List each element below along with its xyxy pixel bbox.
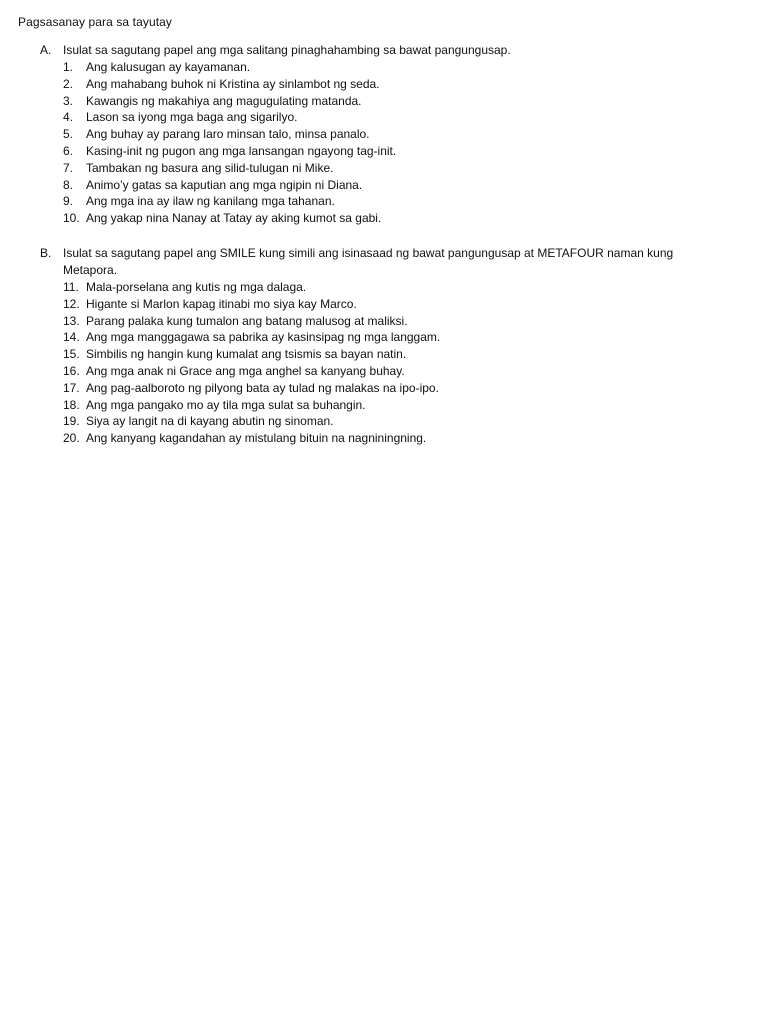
section-a-instruction-text: Isulat sa sagutang papel ang mga salitang pinaghahambing sa bawat pangungusap. [63,43,511,57]
item-text: Ang mga pangako mo ay tila mga sulat sa buhangin. [86,397,366,412]
list-item [0,126,768,143]
item-text: Kasing-init ng pugon ang mga lansangan ngayong tag-init. [86,143,397,158]
list-item [0,177,768,194]
section-b-letter: B. [40,246,52,260]
list-item [0,413,768,430]
section-b-instruction [0,245,703,279]
item-number: 1. [63,60,74,74]
document-title: Pagsasanay para sa tayutay [18,15,173,29]
section-a-item-list [0,59,768,227]
item-text: Kawangis ng makahiya ang magugulating matanda. [86,93,362,108]
item-number: 13. [63,313,80,328]
item-text: Simbilis ng hangin kung kumalat ang tsismis sa bayan natin. [86,347,407,362]
section-b-keyword-smile: SMILE [219,246,256,260]
list-item [0,363,768,380]
item-text: Ang mga manggagawa sa pabrika ay kasinsipag ng mga langgam. [86,330,441,345]
item-number: 6. [63,143,74,158]
item-text: Tambakan ng basura ang silid-tulugan ni Mike. [86,160,334,175]
section-b-instruction-post: naman kung Metapora. [63,246,674,277]
item-text: Ang kanyang kagandahan ay mistulang bituin na nagniningning. [86,431,427,446]
item-number: 12. [63,296,80,311]
list-item [0,160,768,177]
item-number: 9. [63,194,74,209]
item-text: Siya ay langit na di kayang abutin ng sinoman. [86,414,334,429]
list-item [0,397,768,414]
list-item [0,296,768,313]
section-b-instruction-pre: Isulat sa sagutang papel ang [63,246,220,260]
item-text: Mala-porselana ang kutis ng mga dalaga. [86,280,307,294]
item-number: 14. [63,330,80,345]
item-number: 19. [63,414,80,429]
section-b-instruction-mid: kung simili ang isinasaad ng bawat pangungusap at [255,246,538,260]
list-item [0,346,768,363]
item-number: 7. [63,160,74,175]
section-b-instruction-text [63,245,703,279]
list-item [0,430,768,447]
list-item [0,143,768,160]
section-b-keyword-metafour: METAFOUR [537,246,604,260]
item-number: 2. [63,76,74,91]
list-item [0,313,768,330]
section-a-instruction [0,42,703,59]
item-text: Higante si Marlon kapag itinabi mo siya kay Marco. [86,296,357,311]
item-number: 11. [63,280,79,294]
section-b [0,245,768,447]
item-text: Ang yakap nina Nanay at Tatay ay aking kumot sa gabi. [86,211,382,226]
item-number: 20. [63,431,80,446]
list-item [0,193,768,210]
item-number: 8. [63,177,74,192]
list-item [0,76,768,93]
section-b-item-list [0,279,768,447]
item-number: 18. [63,397,80,412]
item-text: Parang palaka kung tumalon ang batang malusog at maliksi. [86,313,408,328]
list-item [0,210,768,227]
item-number: 15. [63,347,80,362]
item-text: Ang mga ina ay ilaw ng kanilang mga tahanan. [86,194,335,209]
list-item [0,279,768,296]
list-item [0,93,768,110]
list-item [0,59,768,76]
item-number: 3. [63,93,74,108]
item-number: 16. [63,363,80,378]
item-number: 10. [63,211,80,226]
item-text: Ang mga anak ni Grace ang mga anghel sa kanyang buhay. [86,363,405,378]
item-number: 4. [63,110,74,125]
item-text: Animo’y gatas sa kaputian ang mga ngipin ni Diana. [86,177,363,192]
section-a [0,42,768,227]
item-text: Ang buhay ay parang laro minsan talo, minsa panalo. [86,127,370,142]
item-text: Ang mahabang buhok ni Kristina ay sinlambot ng seda. [86,76,380,91]
item-number: 5. [63,127,74,142]
item-text: Ang kalusugan ay kayamanan. [86,60,251,74]
item-number: 17. [63,380,80,395]
item-text: Lason sa iyong mga baga ang sigarilyo. [86,110,298,125]
list-item [0,109,768,126]
section-a-letter: A. [40,43,52,57]
list-item [0,329,768,346]
item-text: Ang pag-aalboroto ng pilyong bata ay tulad ng malakas na ipo-ipo. [86,380,439,395]
list-item [0,380,768,397]
